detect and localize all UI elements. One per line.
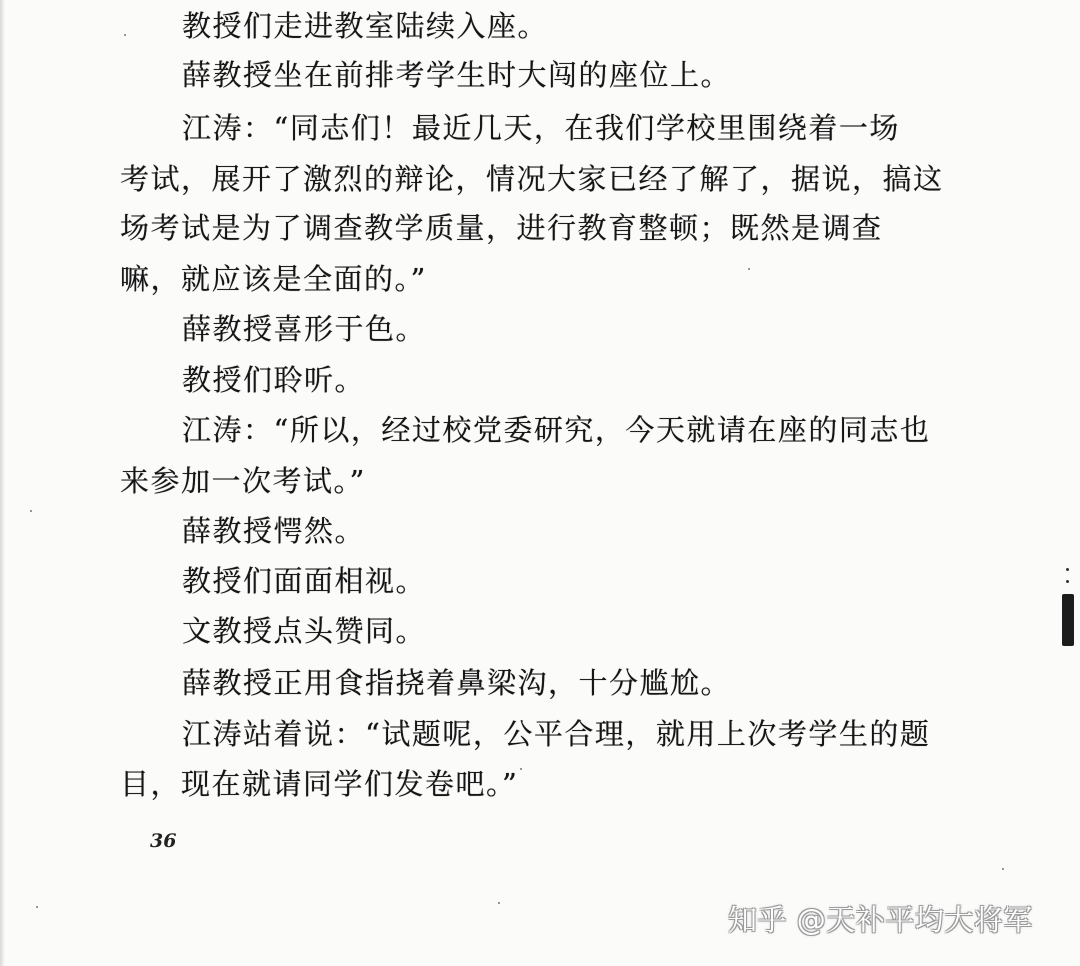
paragraph-line: 目，现在就请同学们发卷吧。” [120,767,519,801]
scan-speck [30,510,32,512]
scan-speck [1066,568,1069,571]
paragraph-line: 薛教授正用食指挠着鼻梁沟，十分尴尬。 [182,666,732,700]
paragraph-line: 嘛，就应该是全面的。” [120,262,427,296]
page-number: 36 [150,830,177,852]
scan-speck [498,902,500,904]
scan-edge [0,0,5,966]
paragraph-line: 江涛站着说：“试题呢，公平合理，就用上次考学生的题 [182,717,931,751]
paragraph-line: 教授们走进教室陆续入座。 [182,9,549,43]
paragraph-line: 文教授点头赞同。 [182,614,427,648]
scan-speck [748,268,750,270]
scan-speck [1002,868,1004,870]
paragraph-line: 教授们聆听。 [182,363,366,397]
paragraph-line: 薛教授喜形于色。 [182,312,427,346]
paragraph-line: 场考试是为了调查教学质量，进行教育整顿；既然是调查 [120,211,883,245]
paragraph-line: 薛教授愕然。 [182,514,366,548]
zhihu-watermark: 知乎 @天补平均大将军 [728,903,1033,937]
paragraph-line: 江涛：“同志们！最近几天，在我们学校里围绕着一场 [182,111,900,145]
paragraph-line: 江涛：“所以，经过校党委研究，今天就请在座的同志也 [182,413,931,447]
scan-speck [1066,580,1069,583]
paragraph-line: 薛教授坐在前排考学生时大闯的座位上。 [182,58,732,92]
paragraph-line: 教授们面面相视。 [182,564,427,598]
scan-speck [124,34,126,36]
binding-mark [1062,594,1074,646]
paragraph-line: 考试，展开了激烈的辩论，情况大家已经了解了，据说，搞这 [120,162,944,196]
paragraph-line: 来参加一次考试。” [120,464,366,498]
scan-speck [36,906,38,908]
scan-speck [520,768,522,770]
